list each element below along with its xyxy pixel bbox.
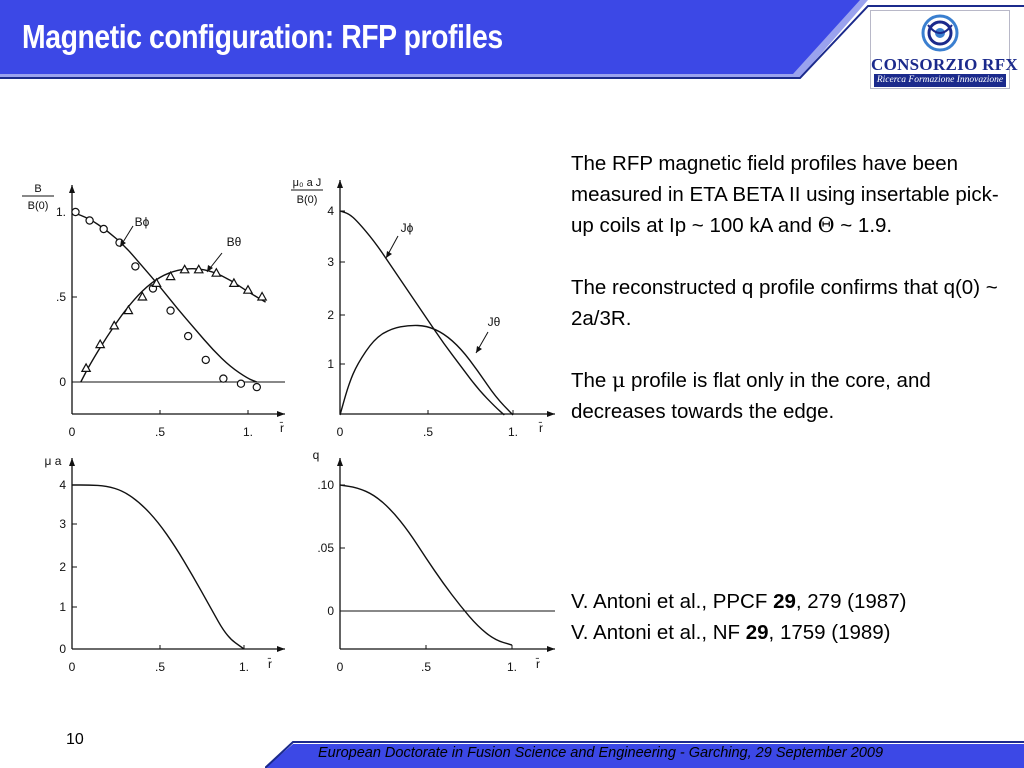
x-tick-label: 0 — [68, 425, 76, 439]
y-axis-arrow — [69, 458, 75, 466]
y-tick-label: 0 — [59, 375, 66, 389]
y-tick-label: 1 — [327, 357, 334, 371]
x-axis-arrow — [547, 646, 555, 652]
y-axis-arrow — [337, 458, 343, 466]
chart-4 — [313, 448, 555, 674]
y-axis-arrow — [69, 185, 75, 193]
data-point-circle — [220, 375, 227, 382]
y-tick-label: 0 — [59, 642, 66, 656]
x-axis-arrow — [277, 411, 285, 417]
y-axis-label: μ a — [44, 454, 62, 468]
y-axis-label-denominator: B(0) — [296, 194, 318, 206]
references — [571, 586, 1011, 648]
y-axis-arrow — [337, 180, 343, 188]
series-label: Bθ — [226, 235, 242, 249]
y-tick-label: 2 — [327, 308, 334, 322]
x-tick-label: .5 — [422, 425, 434, 439]
y-tick-label: .5 — [55, 290, 66, 304]
y-tick-label: 0 — [327, 604, 334, 618]
series-label: Jϕ — [400, 221, 414, 235]
page-title: Magnetic configuration: RFP profiles — [22, 18, 503, 55]
y-tick-label: 3 — [327, 255, 334, 269]
y-tick-label: 4 — [327, 204, 334, 218]
x-tick-label: 1. — [242, 425, 254, 439]
x-tick-label: 1. — [507, 425, 519, 439]
data-point-circle — [167, 307, 174, 314]
paragraph-mu-profile: The μ profile is flat only in the core, and decreases towards the edge. — [571, 368, 931, 423]
logo-name: CONSORZIO RFX — [871, 55, 1018, 74]
x-axis-label: r̄ — [268, 657, 272, 671]
x-tick-label: .5 — [154, 425, 166, 439]
x-tick-label: 1. — [238, 660, 250, 674]
description-text — [571, 148, 1011, 427]
y-tick-label: 1. — [55, 205, 66, 219]
y-axis-label-denominator: B(0) — [27, 200, 49, 212]
y-tick-label: 3 — [59, 517, 66, 531]
series-line-1 — [340, 485, 512, 645]
reference-item: V. Antoni et al., PPCF 29, 279 (1987) — [571, 590, 907, 613]
y-tick-label: .10 — [317, 478, 334, 492]
theta-symbol: Θ — [817, 213, 835, 237]
footer-text: European Doctorate in Fusion Science and Engineering - Garching, 29 September 2009 — [318, 745, 884, 761]
series-line-2 — [340, 325, 513, 415]
consorzio-rfx-logo — [870, 10, 1018, 89]
data-point-circle — [132, 263, 139, 270]
paragraph-q-profile: The reconstructed q profile confirms that q(0) ~ 2a/3R. — [571, 276, 998, 330]
data-point-circle — [253, 384, 260, 391]
data-point-circle — [202, 356, 209, 363]
x-axis-arrow — [547, 411, 555, 417]
x-axis-label: r̄ — [539, 421, 543, 435]
page-number: 10 — [66, 731, 84, 748]
data-point-circle — [86, 217, 93, 224]
y-tick-label: .05 — [317, 541, 334, 555]
chart-3 — [45, 454, 285, 674]
profile-plots — [0, 0, 560, 700]
chart-2 — [291, 177, 555, 439]
data-point-circle — [72, 208, 79, 215]
series-line-1 — [340, 211, 504, 415]
x-tick-label: 0 — [336, 425, 344, 439]
series-label: Jθ — [487, 315, 501, 329]
x-axis-label: r̄ — [536, 657, 540, 671]
y-tick-label: 4 — [59, 478, 66, 492]
data-point-circle — [185, 333, 192, 340]
x-tick-label: .5 — [154, 660, 166, 674]
x-tick-label: .5 — [420, 660, 432, 674]
y-axis-label-numerator: μ₀ a J — [292, 177, 322, 189]
paragraph-field-profiles: The RFP magnetic field profiles have been measured in ETA BETA II using insertable pick-up coils at Ip ~ 100 kA and Θ ~ 1.9. — [571, 152, 999, 237]
mu-symbol: μ — [612, 368, 626, 392]
y-axis-label: q — [312, 448, 320, 462]
series-line-1 — [72, 485, 244, 649]
reference-item: V. Antoni et al., NF 29, 1759 (1989) — [571, 621, 891, 644]
logo-emblem-icon — [871, 11, 1009, 55]
y-tick-label: 2 — [59, 560, 66, 574]
x-axis-arrow — [277, 646, 285, 652]
chart-1 — [22, 183, 285, 439]
x-axis-label: r̄ — [280, 421, 284, 435]
x-tick-label: 1. — [506, 660, 518, 674]
y-tick-label: 1 — [59, 600, 66, 614]
data-point-triangle — [258, 293, 266, 301]
logo-tagline: Ricerca Formazione Innovazione — [874, 74, 1006, 87]
x-tick-label: 0 — [336, 660, 344, 674]
x-tick-label: 0 — [68, 660, 76, 674]
y-axis-label-numerator: B — [34, 183, 42, 195]
data-point-circle — [237, 380, 244, 387]
series-label: Bϕ — [134, 215, 150, 229]
data-point-circle — [100, 225, 107, 232]
